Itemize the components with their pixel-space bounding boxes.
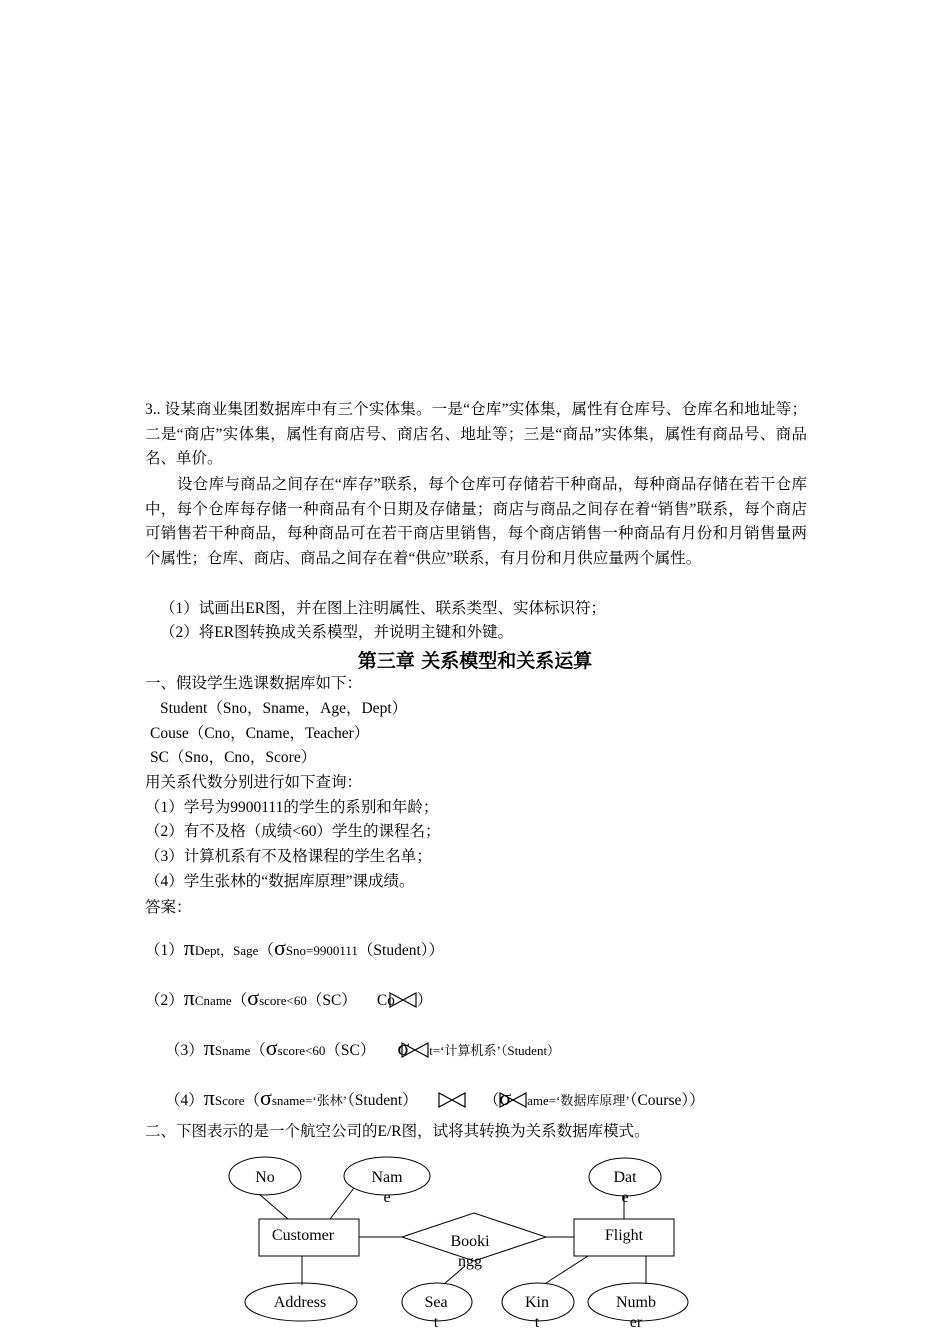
- pi-symbol: π: [183, 985, 195, 1010]
- question3-task1: （1）试画出ER图，并在图上注明属性、联系类型、实体标识符；: [160, 600, 607, 617]
- part1-intro: 一、假设学生选课数据库如下：: [145, 675, 363, 692]
- question3-task2: （2）将ER图转换成关系模型，并说明主键和外键。: [160, 624, 514, 641]
- query-2: （2）有不及格（成绩<60）学生的课程名；: [145, 823, 441, 840]
- sigma-symbol: σ: [499, 1085, 512, 1110]
- attr-no-label: No: [255, 1169, 275, 1186]
- query-4: （4）学生张林的“数据库原理”课成绩。: [145, 873, 415, 890]
- attr-address-label: Address: [273, 1294, 327, 1311]
- answer-2: （2）πCname（σscore<60（SC） Co ）: [145, 985, 433, 1010]
- question3-paragraph1: 3.. 设某商业集团数据库中有三个实体集。一是“仓库”实体集，属性有仓库号、仓库名和地址等；二是“商店”实体集，属性有商店号、商店名、地址等；三是“商品”实体集，属性有商品号、商品名、单价。: [145, 401, 807, 468]
- part2-intro: 二、下图表示的是一个航空公司的E/R图，试将其转换为关系数据库模式。: [145, 1123, 650, 1140]
- relationship-booking-label: Booki ngg: [450, 1233, 490, 1270]
- sigma-symbol: σ: [260, 1085, 272, 1110]
- schema-student: Student（Sno，Sname，Age，Dept）: [160, 700, 408, 717]
- sigma-symbol: σ: [247, 985, 260, 1010]
- schema-sc: SC（Sno，Cno，Score）: [150, 749, 317, 766]
- answer-4: （4）πScore（σsname=‘张林’（Student） （σ ame=‘数据库原理’（Course））: [165, 1085, 705, 1110]
- chapter-title: 第三章 关系模型和关系运算: [357, 650, 593, 672]
- attr-number-label: Numb er: [616, 1294, 656, 1331]
- pi-symbol: π: [183, 935, 195, 960]
- sigma-symbol: σ: [397, 1035, 410, 1060]
- edge-no-customer: [259, 1194, 288, 1219]
- attr-name-label: Nam e: [371, 1169, 403, 1206]
- pi-symbol: π: [203, 1085, 215, 1110]
- edge-name-customer: [330, 1188, 354, 1219]
- schema-couse: Couse（Cno，Cname，Teacher）: [150, 725, 370, 742]
- question3-paragraph2: 设仓库与商品之间存在“库存”联系，每个仓库可存储若干种商品，每种商品存储在若干仓库中，每个仓库每存储一种商品有个日期及存储量；商店与商品之间存在着“销售”联系，每个商店可销售若干种商品，每种商品可在若干商店里销售，每个商店销售一种商品有月份和月销售量两个属性；仓库、商店、商品之间存在着“供应”联系，有月份和月供应量两个属性。: [145, 476, 807, 567]
- attr-seat-label: Sea t: [424, 1294, 448, 1331]
- edge-flight-kint: [546, 1256, 588, 1283]
- sigma-symbol: σ: [273, 935, 286, 960]
- entity-flight-label: Flight: [604, 1227, 644, 1244]
- attr-kint-label: Kin t: [525, 1294, 549, 1331]
- query-instruction: 用关系代数分别进行如下查询：: [145, 774, 363, 791]
- query-1: （1）学号为9900111的学生的系别和年龄；: [145, 799, 439, 816]
- query-3: （3）计算机系有不及格课程的学生名单；: [145, 848, 432, 865]
- sigma-symbol: σ: [265, 1035, 278, 1060]
- attr-date-label: Dat e: [613, 1169, 637, 1206]
- entity-customer-label: Customer: [271, 1227, 335, 1244]
- answer-label: 答案：: [145, 899, 192, 916]
- pi-symbol: π: [203, 1035, 215, 1060]
- answer-3: （3）πSname（σscore<60（SC） σ t=‘计算机系’（Student）: [165, 1035, 561, 1060]
- answer-1: （1）πDept，Sage（σSno=9900111（Student））: [145, 935, 445, 960]
